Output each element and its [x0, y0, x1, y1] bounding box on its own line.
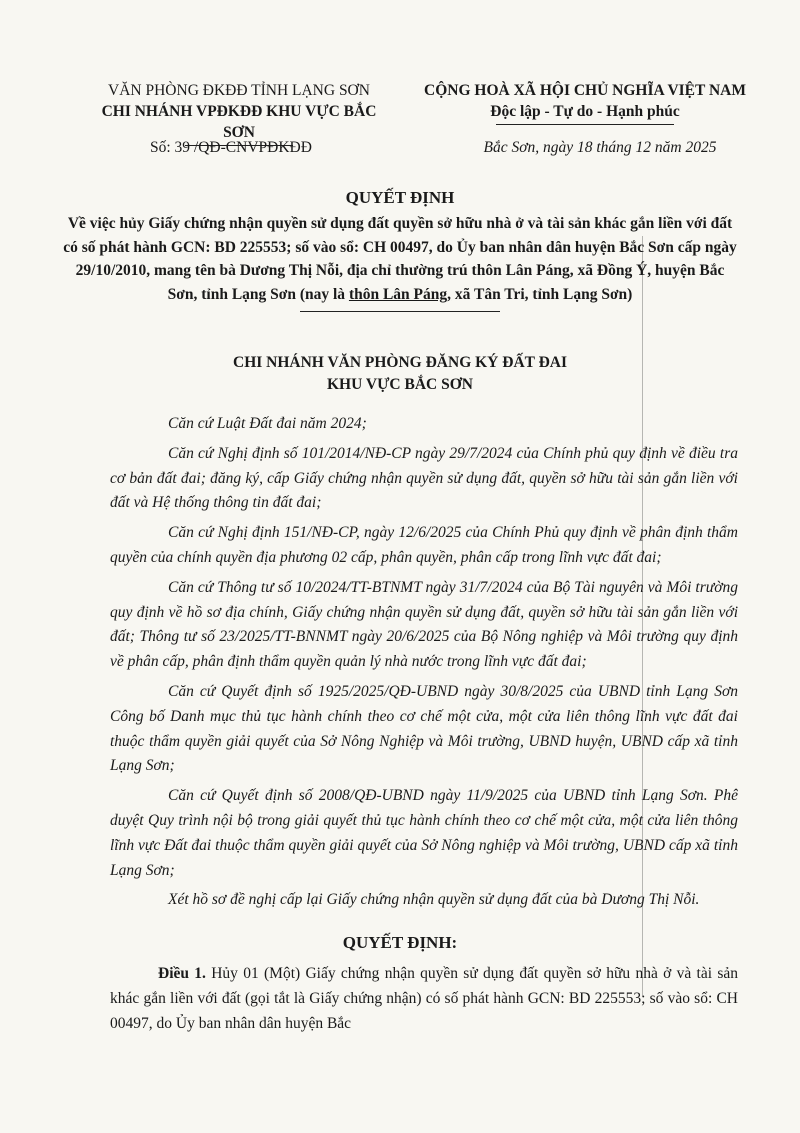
- document-number: Số: 39 /QĐ-CNVPĐKĐĐ: [150, 139, 312, 156]
- subject-text-1: Về việc hủy Giấy chứng nhận quyền sử dụng đất quyền sở hữu nhà ở và tài sản khác gắn liền với đất có số phát hành GCN: BD 225553; số vào sổ: CH 00497, do Ủy ban nhân dân huyện Bắc Sơn cấp ngày 29/10/2010, mang tên bà Dương Thị Nỗi, địa chỉ thường trú thôn Lân Páng, xã Đồng Ý, huyện Bắc Sơn, tỉnh Lạng Sơn (nay là: [63, 215, 737, 303]
- nation-motto: Độc lập - Tự do - Hạnh phúc: [490, 103, 680, 120]
- basis-paragraph: Xét hồ sơ đề nghị cấp lại Giấy chứng nhận quyền sử dụng đất của bà Dương Thị Nỗi.: [168, 891, 700, 909]
- basis-paragraph: Căn cứ Nghị định số 101/2014/NĐ-CP ngày 29/7/2024 của Chính phủ quy định về điều tra cơ bản đất đai; đăng ký, cấp Giấy chứng nhận quyền sử dụng đất, quyền sở hữu tài sản gắn liền với đất và Hệ thống thông tin đất đai;: [110, 444, 738, 512]
- basis-paragraph: Căn cứ Luật Đất đai năm 2024;: [168, 415, 367, 432]
- subject-text-2: xã Tân Tri, tỉnh Lạng Sơn): [451, 285, 633, 303]
- basis-paragraph: Căn cứ Quyết định số 1925/2025/QĐ-UBND ngày 30/8/2025 của UBND tỉnh Lạng Sơn Công bố Danh mục thủ tục hành chính theo cơ chế một cửa, một cửa liên thông lĩnh vực đất đai thuộc thẩm quyền giải quyết của Sở Nông Nghiệp và Môi trường, UBND huyện, UBND cấp xã tỉnh Lạng Sơn;: [110, 682, 738, 775]
- agency-line-2: CHI NHÁNH VPĐKĐĐ KHU VỰC BẮC SƠN: [101, 103, 377, 141]
- document-date: Bắc Sơn, ngày 18 tháng 12 năm 2025: [483, 139, 717, 156]
- document-subject: [62, 212, 738, 312]
- basis-paragraph: Căn cứ Thông tư số 10/2024/TT-BTNMT ngày 31/7/2024 của Bộ Tài nguyên và Môi trường quy định về hồ sơ địa chính, Giấy chứng nhận quyền sử dụng đất, quyền sở hữu tài sản gắn liền với đất; Thông tư số 23/2025/TT-BNNMT ngày 20/6/2025 của Bộ Nông nghiệp và Môi trường quy định về phân cấp, phân định thẩm quyền quản lý nhà nước trong lĩnh vực đất đai;: [110, 578, 738, 671]
- subject-underlined: thôn Lân Páng,: [348, 285, 452, 303]
- article-1-label: Điều 1.: [158, 965, 206, 982]
- issuer-line-2: KHU VỰC BẮC SƠN: [327, 376, 473, 393]
- basis-paragraph: Căn cứ Nghị định 151/NĐ-CP, ngày 12/6/2025 của Chính Phủ quy định về phân định thẩm quyền của chính quyền địa phương 02 cấp, phân quyền, phân cấp trong lĩnh vực đất đai;: [110, 524, 738, 566]
- nation-line-1: CỘNG HOÀ XÃ HỘI CHỦ NGHĨA VIỆT NAM: [424, 82, 746, 99]
- motto-underline: [496, 124, 674, 125]
- subject-underline: [300, 311, 500, 312]
- issuer-heading: [60, 352, 740, 396]
- basis-paragraph: Căn cứ Quyết định số 2008/QĐ-UBND ngày 11/9/2025 của UBND tỉnh Lạng Sơn. Phê duyệt Quy trình nội bộ trong giải quyết thủ tục hành chính theo cơ chế một cửa, một cửa liên thông lĩnh vực Đất đai thuộc thẩm quyền giải quyết của Sở Nông nghiệp và Môi trường, UBND cấp xã tỉnh Lạng Sơn;: [110, 787, 738, 879]
- document-title: QUYẾT ĐỊNH: [345, 188, 455, 207]
- article-1-text: Hủy 01 (Một) Giấy chứng nhận quyền sử dụng đất quyền sở hữu nhà ở và tài sản khác gắn liền với đất (gọi tắt là Giấy chứng nhận) có số phát hành GCN: BD 225553; số vào sổ: CH 00497, do Ủy ban nhân dân huyện Bắc: [110, 965, 738, 1032]
- legal-bases: [110, 412, 738, 918]
- scan-artifact-line: [642, 236, 643, 996]
- agency-line-1: VĂN PHÒNG ĐKĐĐ TỈNH LẠNG SƠN: [108, 82, 370, 99]
- decision-heading: QUYẾT ĐỊNH:: [342, 933, 458, 952]
- issuer-line-1: CHI NHÁNH VĂN PHÒNG ĐĂNG KÝ ĐẤT ĐAI: [233, 354, 567, 371]
- agency-header: [96, 80, 382, 146]
- nation-header: [424, 80, 746, 125]
- article-1: [110, 962, 738, 1036]
